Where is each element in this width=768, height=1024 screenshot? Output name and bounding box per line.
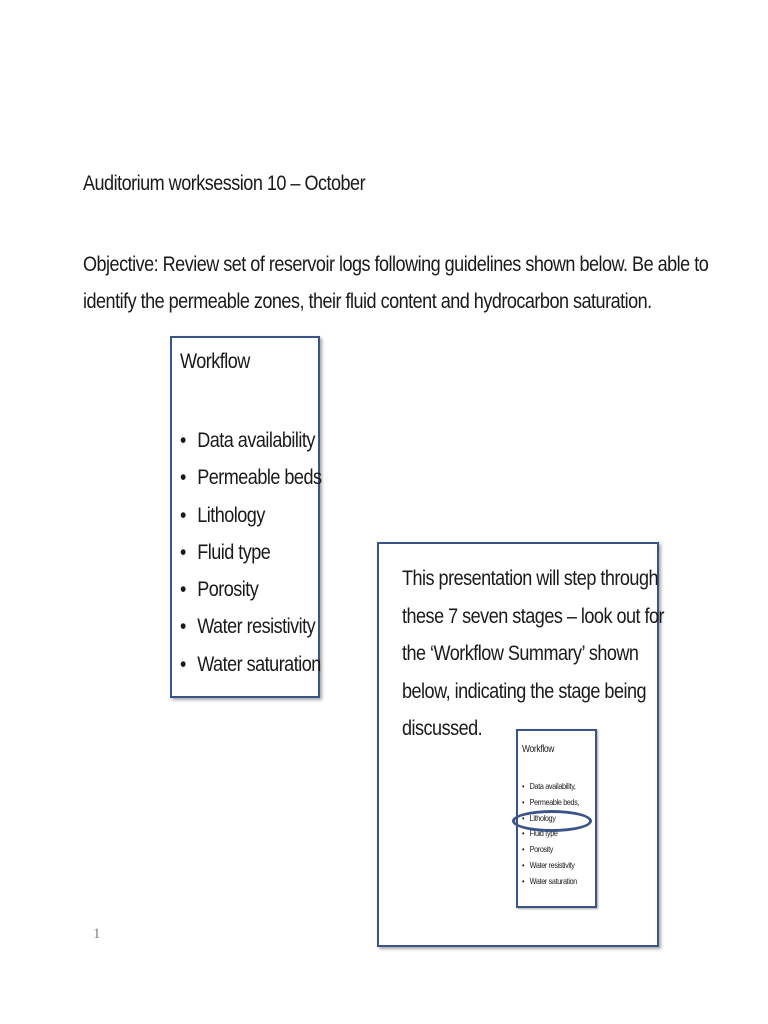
presentation-box xyxy=(377,542,665,947)
objective-text xyxy=(83,246,709,320)
workflow-item-label: Data availability xyxy=(197,429,315,452)
presentation-line: below, indicating the stage being xyxy=(402,679,647,703)
presentation-line: This presentation will step through xyxy=(402,567,658,590)
workflow-item-label: Water resistivity xyxy=(197,615,316,639)
bullet-icon: • xyxy=(522,796,525,807)
workflow-item xyxy=(180,534,321,571)
bullet-icon: • xyxy=(180,540,186,564)
workflow-title: Workflow xyxy=(180,350,250,373)
highlight-oval xyxy=(512,810,592,832)
workflow-item-label: Porosity xyxy=(197,578,259,602)
page-number: 1 xyxy=(93,926,101,942)
workflow-summary-item-label: Porosity xyxy=(529,844,554,855)
workflow-item xyxy=(180,422,321,459)
bullet-icon: • xyxy=(180,503,186,527)
bullet-icon: • xyxy=(522,844,525,855)
workflow-summary-item xyxy=(522,795,579,811)
workflow-summary-list xyxy=(522,779,589,890)
workflow-summary-item-label: Water saturation xyxy=(529,875,577,886)
bullet-icon: • xyxy=(522,875,525,886)
workflow-summary-item-label: Lithology xyxy=(529,812,556,823)
workflow-summary-title: Workflow xyxy=(522,744,555,755)
workflow-item xyxy=(180,608,321,645)
workflow-list xyxy=(180,422,345,683)
workflow-summary-item-label: Data availability, xyxy=(529,781,576,791)
workflow-summary-item xyxy=(522,858,579,874)
bullet-icon: • xyxy=(180,652,186,676)
workflow-item xyxy=(180,571,321,608)
workflow-item xyxy=(180,646,321,683)
presentation-line: these 7 seven stages – look out for xyxy=(402,604,665,628)
bullet-icon: • xyxy=(522,812,525,823)
bullet-icon: • xyxy=(180,429,186,452)
workflow-item xyxy=(180,497,321,534)
workflow-summary-item xyxy=(522,779,579,795)
bullet-icon: • xyxy=(522,859,525,870)
workflow-summary-item xyxy=(522,874,579,890)
workflow-item-label: Lithology xyxy=(197,503,265,527)
bullet-icon: • xyxy=(180,615,186,639)
workflow-item-label: Fluid type xyxy=(197,540,271,564)
workflow-item xyxy=(180,459,321,496)
bullet-icon: • xyxy=(180,578,186,602)
objective-line: identify the permeable zones, their fluid content and hydrocarbon saturation. xyxy=(83,290,652,313)
workflow-summary-item-label: Fluid type xyxy=(529,828,558,839)
bullet-icon: • xyxy=(180,466,186,490)
workflow-item-label: Permeable beds xyxy=(197,466,322,490)
presentation-line: discussed. xyxy=(402,717,483,740)
workflow-summary-item-label: Permeable beds, xyxy=(529,796,580,807)
workflow-item-label: Water saturation xyxy=(197,652,321,676)
presentation-text xyxy=(402,560,665,748)
bullet-icon: • xyxy=(522,828,525,839)
workflow-box xyxy=(170,336,320,698)
workflow-summary-box xyxy=(516,729,597,908)
workflow-summary-item xyxy=(522,842,579,858)
objective-line: Objective: Review set of reservoir logs following guidelines shown below. Be able to xyxy=(83,253,709,276)
workflow-summary-item-label: Water resistivity xyxy=(529,859,575,870)
presentation-line: the ‘Workflow Summary’ shown xyxy=(402,642,639,665)
page-title: Auditorium worksession 10 – October xyxy=(83,172,366,195)
bullet-icon: • xyxy=(522,781,525,791)
